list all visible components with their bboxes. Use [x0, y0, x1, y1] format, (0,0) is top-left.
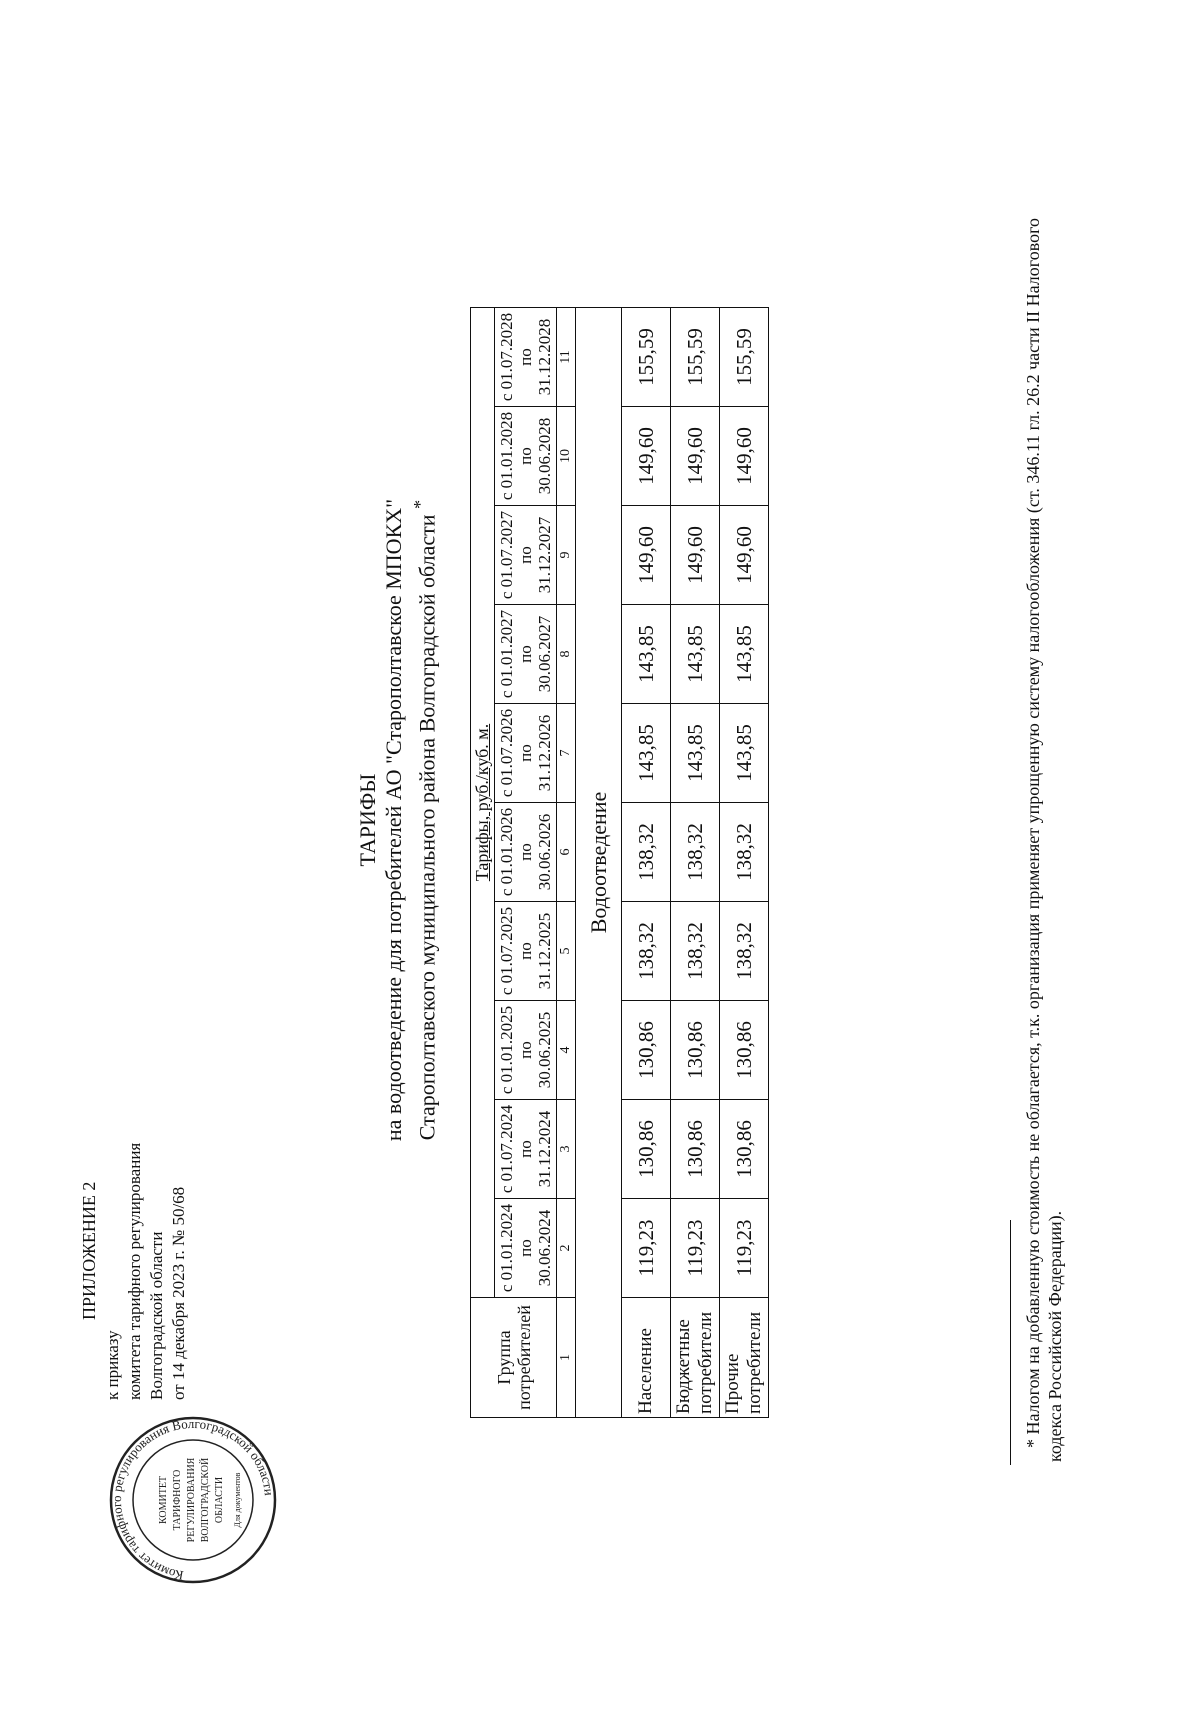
period-header: с 01.01.2027 по 30.06.2027	[495, 605, 557, 704]
tariff-cell: 149,60	[671, 506, 720, 605]
tariff-cell: 149,60	[622, 506, 671, 605]
column-number: 4	[557, 1001, 576, 1100]
table-row	[720, 308, 769, 1418]
tariff-cell: 138,32	[622, 902, 671, 1001]
column-number: 10	[557, 407, 576, 506]
tariff-cell: 149,60	[720, 407, 769, 506]
heading-line-2: Старополтавского муниципального района Волгоградской области *	[410, 499, 440, 1141]
tariff-cell: 130,86	[622, 1100, 671, 1199]
column-number: 2	[557, 1199, 576, 1298]
annex-line-committee: комитета тарифного регулирования	[125, 1142, 144, 1400]
tariff-cell: 143,85	[720, 704, 769, 803]
section-title: Водоотведение	[576, 308, 622, 1418]
annex-line-region: Волгоградской области	[147, 1231, 166, 1400]
group-column-header: Группа потребителей	[471, 1298, 557, 1418]
annex-line-date: от 14 декабря 2023 г. № 50/68	[169, 1186, 188, 1400]
period-header: с 01.01.2028 по 30.06.2028	[495, 407, 557, 506]
column-number: 7	[557, 704, 576, 803]
tariff-cell: 138,32	[671, 902, 720, 1001]
tariff-cell: 155,59	[671, 308, 720, 407]
stamp-line-3: РЕГУЛИРОВАНИЯ	[186, 1457, 197, 1543]
document-heading	[355, 170, 440, 1470]
column-number: 5	[557, 902, 576, 1001]
footnote-divider	[1010, 1220, 1011, 1465]
row-group-label: Бюджетные потребители	[671, 1298, 720, 1418]
tariff-cell: 130,86	[720, 1100, 769, 1199]
period-header: с 01.07.2026 по 31.12.2026	[495, 704, 557, 803]
table-row	[622, 308, 671, 1418]
period-header: с 01.07.2027 по 31.12.2027	[495, 506, 557, 605]
footnote-mark: *	[410, 499, 430, 509]
tariff-cell: 119,23	[720, 1199, 769, 1298]
column-number: 9	[557, 506, 576, 605]
column-number: 11	[557, 308, 576, 407]
row-group-label: Население	[622, 1298, 671, 1418]
tariff-cell: 138,32	[720, 902, 769, 1001]
tariff-cell: 130,86	[671, 1100, 720, 1199]
stamp-line-2: ТАРИФНОГО	[172, 1469, 183, 1531]
column-number: 3	[557, 1100, 576, 1199]
row-group-label: Прочие потребители	[720, 1298, 769, 1418]
period-header: с 01.01.2026 по 30.06.2026	[495, 803, 557, 902]
tariff-cell: 130,86	[671, 1001, 720, 1100]
stamp-line-4: ВОЛГОГРАДСКОЙ	[200, 1457, 211, 1543]
period-header: с 01.07.2028 по 31.12.2028	[495, 308, 557, 407]
stamp-line-5: ОБЛАСТИ	[214, 1476, 225, 1524]
footnote-text: * Налогом на добавленную стоимость не облагается, т.к. организация применяет упрощенную систему налогообложения (ст. 346.11 гл. 26.2 части II Налогового кодекса Российской Федерации).	[1023, 217, 1065, 1462]
tariff-table	[470, 307, 769, 1418]
tariff-cell: 143,85	[622, 704, 671, 803]
tariff-cell: 119,23	[622, 1199, 671, 1298]
column-number: 8	[557, 605, 576, 704]
tariff-cell: 149,60	[720, 506, 769, 605]
stamp-line-6: Для документов	[233, 1472, 242, 1528]
tariff-cell: 130,86	[720, 1001, 769, 1100]
tariff-cell: 119,23	[671, 1199, 720, 1298]
tariff-cell: 155,59	[720, 308, 769, 407]
annex-title: ПРИЛОЖЕНИЕ 2	[79, 1181, 99, 1320]
tariff-cell: 143,85	[720, 605, 769, 704]
section-row	[576, 308, 622, 1418]
stamp-outer-text: Комитет тарифного регулирования Волгоградской области	[108, 1415, 277, 1584]
official-seal-stamp	[108, 1415, 278, 1585]
heading-title: ТАРИФЫ	[355, 773, 380, 867]
stamp-line-1: КОМИТЕТ	[158, 1475, 169, 1525]
table-row	[671, 308, 720, 1418]
column-number: 6	[557, 803, 576, 902]
column-number: 1	[557, 1298, 576, 1418]
tariff-cell: 155,59	[622, 308, 671, 407]
tariff-cell: 149,60	[622, 407, 671, 506]
tariff-cell: 138,32	[720, 803, 769, 902]
period-header: с 01.01.2024 по 30.06.2024	[495, 1199, 557, 1298]
tariff-cell: 143,85	[671, 704, 720, 803]
heading-line-1: на водоотведение для потребителей АО "Старополтавское МПОКХ"	[381, 498, 406, 1142]
period-header: с 01.07.2025 по 31.12.2025	[495, 902, 557, 1001]
tariff-cell: 130,86	[622, 1001, 671, 1100]
annex-line-order: к приказу	[103, 1330, 122, 1400]
tariff-cell: 149,60	[671, 407, 720, 506]
tariff-unit-header: Тарифы, руб./куб. м.	[471, 308, 495, 1298]
period-header: с 01.01.2025 по 30.06.2025	[495, 1001, 557, 1100]
tariff-cell: 138,32	[671, 803, 720, 902]
tariff-cell: 143,85	[671, 605, 720, 704]
tariff-cell: 143,85	[622, 605, 671, 704]
column-number-row	[557, 308, 576, 1418]
period-header: с 01.07.2024 по 31.12.2024	[495, 1100, 557, 1199]
tariff-cell: 138,32	[622, 803, 671, 902]
